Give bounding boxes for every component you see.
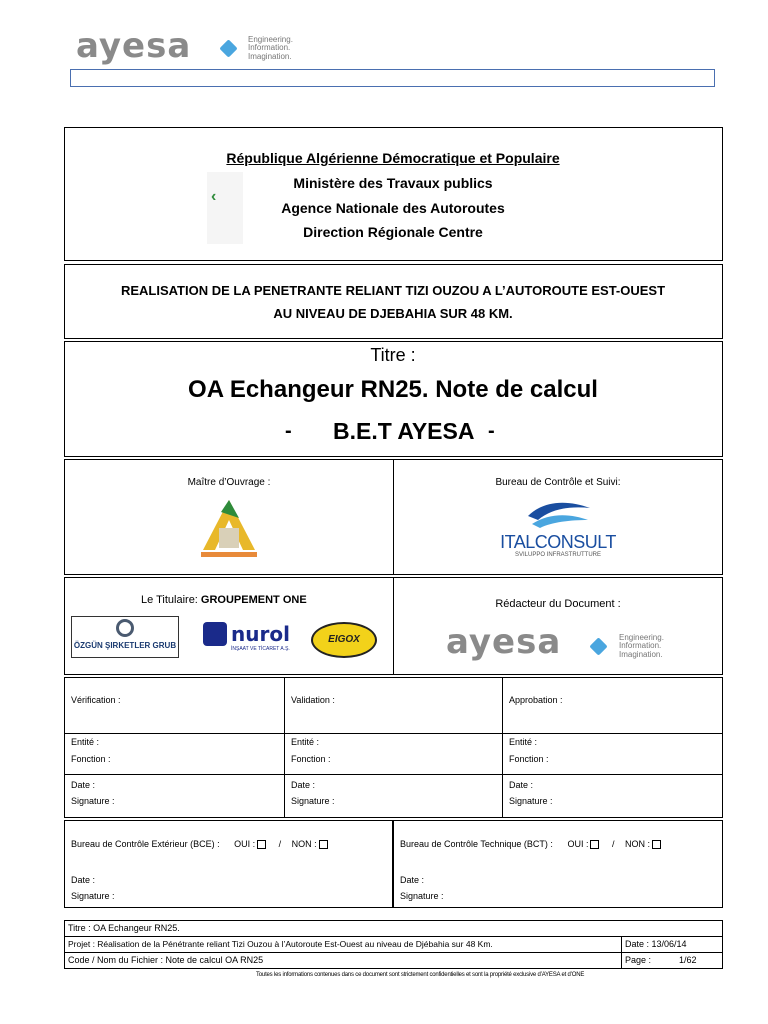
tagline-line: Engineering. <box>619 633 664 642</box>
date-label: Date : <box>71 875 96 885</box>
fonction-label: Fonction : <box>509 754 549 764</box>
non-label: NON : <box>625 839 651 849</box>
nurol-logo <box>203 622 295 656</box>
ozgun-ring-icon <box>116 619 134 637</box>
footer-page-value: 1/62 <box>679 955 697 965</box>
ayesa-logo-text: ayesa <box>446 622 562 662</box>
titulaire-line <box>141 594 307 606</box>
slash-separator: / <box>611 839 615 849</box>
signature-label: Signature : <box>509 796 553 806</box>
signature-label: Signature : <box>400 891 444 901</box>
italconsult-sub: SVILUPPO INFRASTRUTTURE <box>514 552 601 558</box>
project-box <box>64 264 723 339</box>
validation-label: Validation : <box>291 695 335 705</box>
bureau-controle-label: Bureau de Contrôle et Suivi: <box>495 477 621 488</box>
bce-oui-checkbox[interactable] <box>257 840 266 849</box>
control-box <box>64 820 723 908</box>
approbation-label: Approbation : <box>509 695 563 705</box>
titulaire-box <box>64 577 394 675</box>
authority-box <box>64 127 723 261</box>
title-dash-left: - <box>285 420 292 442</box>
title-box <box>64 341 723 457</box>
footer-titre: Titre : OA Echangeur RN25. <box>68 923 180 933</box>
signature-label: Signature : <box>71 891 115 901</box>
bct-non-checkbox[interactable] <box>652 840 661 849</box>
ayesa-diamond-icon <box>219 39 237 57</box>
redacteur-box <box>393 577 723 675</box>
nurol-sub: İNŞAAT VE TİCARET A.Ş. <box>231 646 290 652</box>
authority-line-4: Direction Régionale Centre <box>303 224 483 240</box>
authority-line-3: Agence Nationale des Autoroutes <box>281 200 505 216</box>
signature-table <box>64 677 723 818</box>
document-subtitle: B.E.T AYESA <box>333 418 475 444</box>
title-dash-right: - <box>488 420 495 442</box>
titulaire-name: GROUPEMENT ONE <box>200 594 307 606</box>
verification-label: Vérification : <box>71 695 121 705</box>
ayesa-tagline <box>619 634 664 659</box>
redacteur-label: Rédacteur du Document : <box>495 598 621 610</box>
eigox-text: EIGOX <box>328 634 360 645</box>
header-bar <box>70 69 715 87</box>
bureau-controle-box <box>393 459 723 575</box>
titulaire-label: Le Titulaire: <box>141 594 201 606</box>
ayesa-tagline <box>248 36 293 61</box>
fonction-label: Fonction : <box>71 754 111 764</box>
header-logo <box>76 26 316 70</box>
bce-label: Bureau de Contrôle Extérieur (BCE) : <box>71 839 220 849</box>
footer-page-label: Page : <box>625 955 652 965</box>
entite-label: Entité : <box>71 737 100 747</box>
bct-oui-checkbox[interactable] <box>590 840 599 849</box>
ana-logo <box>199 498 259 560</box>
maitre-ouvrage-box <box>64 459 394 575</box>
project-line-1: REALISATION DE LA PENETRANTE RELIANT TIZI OUZOU A L’AUTOROUTE EST-OUEST <box>120 283 666 298</box>
tagline-line: Information. <box>619 641 662 651</box>
bct-label: Bureau de Contrôle Technique (BCT) : <box>400 839 553 849</box>
date-label: Date : <box>71 780 96 790</box>
ayesa-logo-text: ayesa <box>76 26 192 66</box>
fonction-label: Fonction : <box>291 754 331 764</box>
authority-line-1: République Algérienne Démocratique et Populaire <box>226 150 560 166</box>
ozgun-text: ÖZGÜN ŞIRKETLER GRUB <box>73 641 177 650</box>
signature-label: Signature : <box>71 796 115 806</box>
nurol-text: nurol <box>231 622 290 646</box>
slash-separator: / <box>278 839 282 849</box>
footer-date: Date : 13/06/14 <box>625 939 687 949</box>
document-title: OA Echangeur RN25. Note de calcul <box>188 376 598 403</box>
bce-line <box>71 839 330 849</box>
ozgun-logo <box>71 616 179 658</box>
oui-label: OUI : <box>234 839 256 849</box>
italconsult-swoosh-icon <box>524 498 594 530</box>
entite-label: Entité : <box>291 737 320 747</box>
tagline-line: Engineering. <box>248 35 293 44</box>
footer-table <box>64 920 723 969</box>
non-label: NON : <box>291 839 317 849</box>
bct-line <box>400 839 663 849</box>
authority-line-2: Ministère des Travaux publics <box>293 175 493 191</box>
green-mark-icon: ‹ <box>211 188 217 205</box>
eigox-logo <box>311 622 377 658</box>
project-line-2: AU NIVEAU DE DJEBAHIA SUR 48 KM. <box>273 306 513 321</box>
title-label: Titre : <box>370 345 416 365</box>
bce-non-checkbox[interactable] <box>319 840 328 849</box>
date-label: Date : <box>509 780 534 790</box>
maitre-ouvrage-label: Maître d’Ouvrage : <box>187 477 271 488</box>
tagline-line: Information. <box>248 43 291 53</box>
footer-code: Code / Nom du Fichier : Note de calcul OA RN25 <box>68 955 264 965</box>
signature-label: Signature : <box>291 796 335 806</box>
date-label: Date : <box>291 780 316 790</box>
oui-label: OUI : <box>567 839 589 849</box>
nurol-emblem-icon <box>203 622 227 646</box>
tagline-line: Imagination. <box>248 51 292 61</box>
tagline-line: Imagination. <box>619 649 663 659</box>
italconsult-name: ITALCONSULT <box>500 532 616 552</box>
date-label: Date : <box>400 875 425 885</box>
entite-label: Entité : <box>509 737 538 747</box>
ayesa-diamond-icon <box>589 637 607 655</box>
footer-projet: Projet : Réalisation de la Pénétrante reliant Tizi Ouzou à l’Autoroute Est-Ouest au niveau de Djébahia sur 48 Km. <box>68 939 493 949</box>
footer-disclaimer: Toutes les informations contenues dans ce document sont strictement confidentielles et sont la propriété exclusive d’AYESA et d’ONE <box>256 972 585 978</box>
